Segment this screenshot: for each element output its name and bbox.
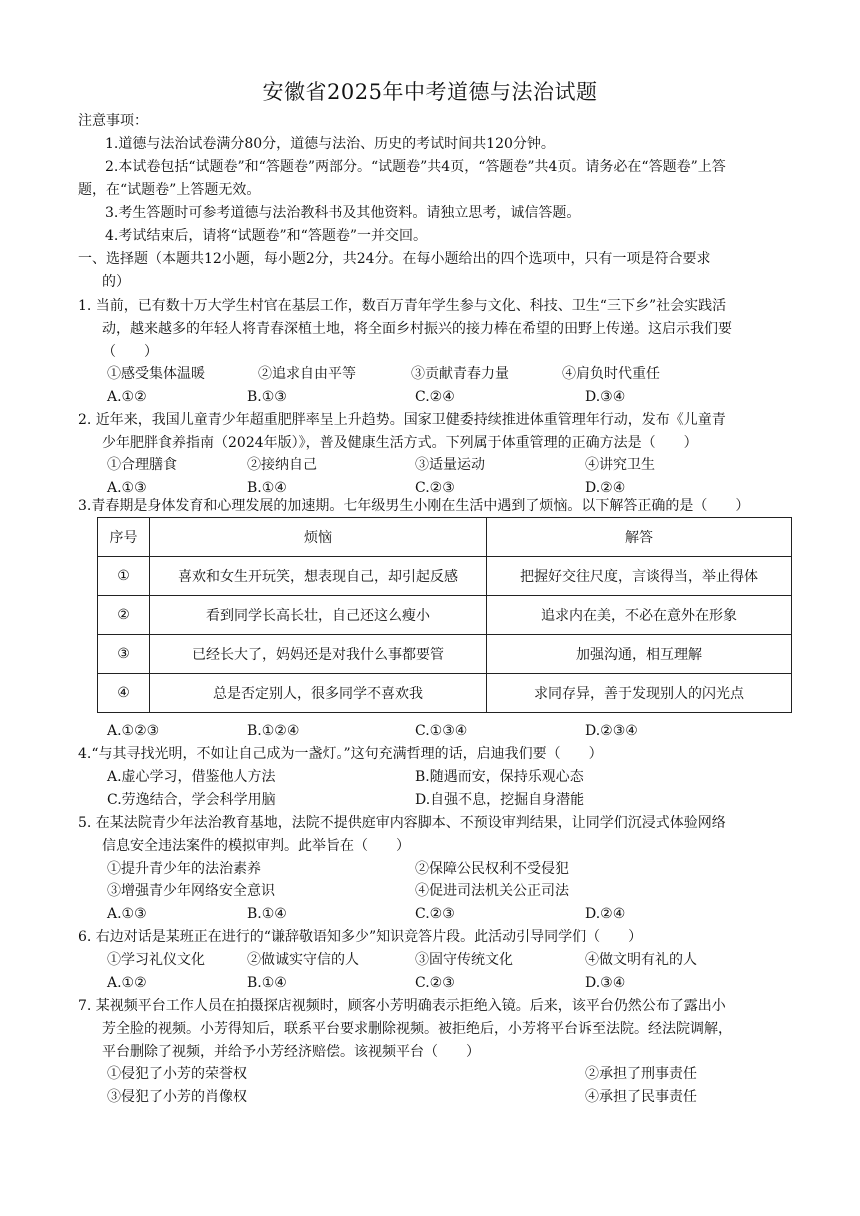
q3-option-c: C.①③④ [415, 723, 468, 739]
section-heading: 一、选择题（本题共12小题，每小题2分，共24分。在每小题给出的四个选项中，只有一项是符合要求 [78, 251, 711, 267]
q6-statement: ②做诚实守信的人 [247, 952, 359, 968]
q5-statement: ④促进司法机关公正司法 [415, 883, 569, 899]
notice-item-4: 4.考试结束后，请将“试题卷”和“答题卷”一并交回。 [105, 228, 427, 244]
notice-item-2-cont: 题，在“试题卷”上答题无效。 [78, 182, 261, 198]
notice-item-3: 3.考生答题时可参考道德与法治教科书及其他资料。请独立思考，诚信答题。 [105, 205, 581, 221]
table-cell: 加强沟通，相互理解 [487, 635, 792, 674]
table-cell: ① [98, 557, 150, 596]
q5-option-d: D.②④ [585, 906, 626, 922]
q2-option-b: B.①④ [247, 480, 287, 496]
table-cell: 看到同学长高长壮，自己还这么瘦小 [150, 596, 487, 635]
q1-stem-line3: （ ） [102, 344, 158, 360]
q5-option-a: A.①③ [107, 906, 147, 922]
q6-statement: ①学习礼仪文化 [107, 952, 205, 968]
q4-stem: 4.“与其寻找光明，不如让自己成为一盏灯。”这句充满哲理的话，启迪我们要（ ） [78, 746, 603, 762]
q6-option-a: A.①② [107, 975, 147, 991]
notice-item-1: 1.道德与法治试卷满分80分，道德与法治、历史的考试时间共120分钟。 [105, 136, 555, 152]
q2-option-c: C.②③ [415, 480, 455, 496]
q1-statement: ③贡献青春力量 [411, 366, 509, 382]
q1-stem-line1: 1. 当前，已有数十万大学生村官在基层工作，数百万青年学生参与文化、科技、卫生“三下乡”社会实践活 [78, 298, 727, 314]
q3-table [97, 517, 792, 713]
q4-option-b: B.随遇而安，保持乐观心态 [415, 769, 584, 785]
q7-stem-line3: 平台删除了视频，并给予小芳经济赔偿。该视频平台（ ） [102, 1044, 480, 1060]
q7-statement: ②承担了刑事责任 [585, 1066, 697, 1082]
table-header: 序号 [98, 518, 150, 557]
q5-option-c: C.②③ [415, 906, 455, 922]
q5-stem-line2: 信息安全违法案件的模拟审判。此举旨在（ ） [102, 838, 410, 854]
q6-statement: ③固守传统文化 [415, 952, 513, 968]
table-cell: 求同存异，善于发现别人的闪光点 [487, 674, 792, 713]
table-cell: 把握好交往尺度，言谈得当，举止得体 [487, 557, 792, 596]
q5-statement: ②保障公民权利不受侵犯 [415, 861, 569, 877]
q1-statement: ④肩负时代重任 [562, 366, 660, 382]
table-row [98, 557, 792, 596]
table-header: 解答 [487, 518, 792, 557]
q2-stem-line2: 少年肥胖食养指南（2024年版）》，普及健康生活方式。下列属于体重管理的正确方法是（ ） [102, 435, 698, 451]
notice-item-2: 2.本试卷包括“试题卷”和“答题卷”两部分。“试题卷”共4页，“答题卷”共4页。请务必在“答题卷”上答 [105, 159, 726, 175]
q7-stem-line1: 7. 某视频平台工作人员在拍摄探店视频时，顾客小芳明确表示拒绝入镜。后来，该平台仍然公布了露出小 [78, 998, 726, 1014]
q1-stem-line2: 动，越来越多的年轻人将青春深植土地，将全面乡村振兴的接力棒在希望的田野上传递。这启示我们要 [102, 321, 732, 337]
q5-statement: ③增强青少年网络安全意识 [107, 883, 275, 899]
q7-stem-line2: 芳全脸的视频。小芳得知后，联系平台要求删除视频。被拒绝后，小芳将平台诉至法院。经法院调解， [102, 1021, 732, 1037]
table-cell: ② [98, 596, 150, 635]
table-row [98, 635, 792, 674]
table-cell: 总是否定别人，很多同学不喜欢我 [150, 674, 487, 713]
q6-option-c: C.②③ [415, 975, 455, 991]
table-cell: 已经长大了，妈妈还是对我什么事都要管 [150, 635, 487, 674]
q3-option-a: A.①②③ [107, 723, 160, 739]
q1-option-a: A.①② [107, 389, 147, 405]
q7-statement: ①侵犯了小芳的荣誉权 [107, 1066, 247, 1082]
q7-statement: ④承担了民事责任 [585, 1089, 697, 1105]
table-cell: ③ [98, 635, 150, 674]
exam-title: 安徽省2025年中考道德与法治试题 [262, 80, 598, 104]
q2-statement: ③适量运动 [415, 457, 485, 473]
table-cell: ④ [98, 674, 150, 713]
q6-option-b: B.①④ [247, 975, 287, 991]
q4-option-d: D.自强不息，挖掘自身潜能 [415, 792, 585, 808]
table-header: 烦恼 [150, 518, 487, 557]
q6-statement: ④做文明有礼的人 [585, 952, 697, 968]
section-heading-cont: 的） [102, 274, 130, 290]
q1-option-c: C.②④ [415, 389, 455, 405]
notice-heading: 注意事项： [78, 113, 148, 129]
q2-option-a: A.①③ [107, 480, 147, 496]
q7-statement: ③侵犯了小芳的肖像权 [107, 1089, 247, 1105]
table-row [98, 596, 792, 635]
q1-option-b: B.①③ [247, 389, 287, 405]
q1-statement: ②追求自由平等 [258, 366, 356, 382]
q3-stem: 3.青春期是身体发育和心理发展的加速期。七年级男生小刚在生活中遇到了烦恼。以下解答正确的是（ ） [78, 498, 750, 514]
q5-stem-line1: 5. 在某法院青少年法治教育基地，法院不提供庭审内容脚本、不预设审判结果，让同学们沉浸式体验网络 [78, 815, 726, 831]
q2-statement: ②接纳自己 [247, 457, 317, 473]
q1-option-d: D.③④ [585, 389, 626, 405]
q4-option-a: A.虚心学习，借鉴他人方法 [107, 769, 276, 785]
q6-stem: 6. 右边对话是某班正在进行的“谦辞敬语知多少”知识竞答片段。此活动引导同学们（ ） [78, 929, 643, 945]
q3-option-b: B.①②④ [247, 723, 300, 739]
q5-statement: ①提升青少年的法治素养 [107, 861, 261, 877]
q2-statement: ④讲究卫生 [585, 457, 655, 473]
table-cell: 喜欢和女生开玩笑，想表现自己，却引起反感 [150, 557, 487, 596]
q1-statement: ①感受集体温暖 [107, 366, 205, 382]
q2-option-d: D.②④ [585, 480, 626, 496]
table-header-row [98, 518, 792, 557]
table-row [98, 674, 792, 713]
table-cell: 追求内在美，不必在意外在形象 [487, 596, 792, 635]
q2-statement: ①合理膳食 [107, 457, 177, 473]
q3-option-d: D.②③④ [585, 723, 638, 739]
q4-option-c: C.劳逸结合，学会科学用脑 [107, 792, 276, 808]
q6-option-d: D.③④ [585, 975, 626, 991]
q2-stem-line1: 2. 近年来，我国儿童青少年超重肥胖率呈上升趋势。国家卫健委持续推进体重管理年行动，发布《儿童青 [78, 412, 726, 428]
q5-option-b: B.①④ [247, 906, 287, 922]
